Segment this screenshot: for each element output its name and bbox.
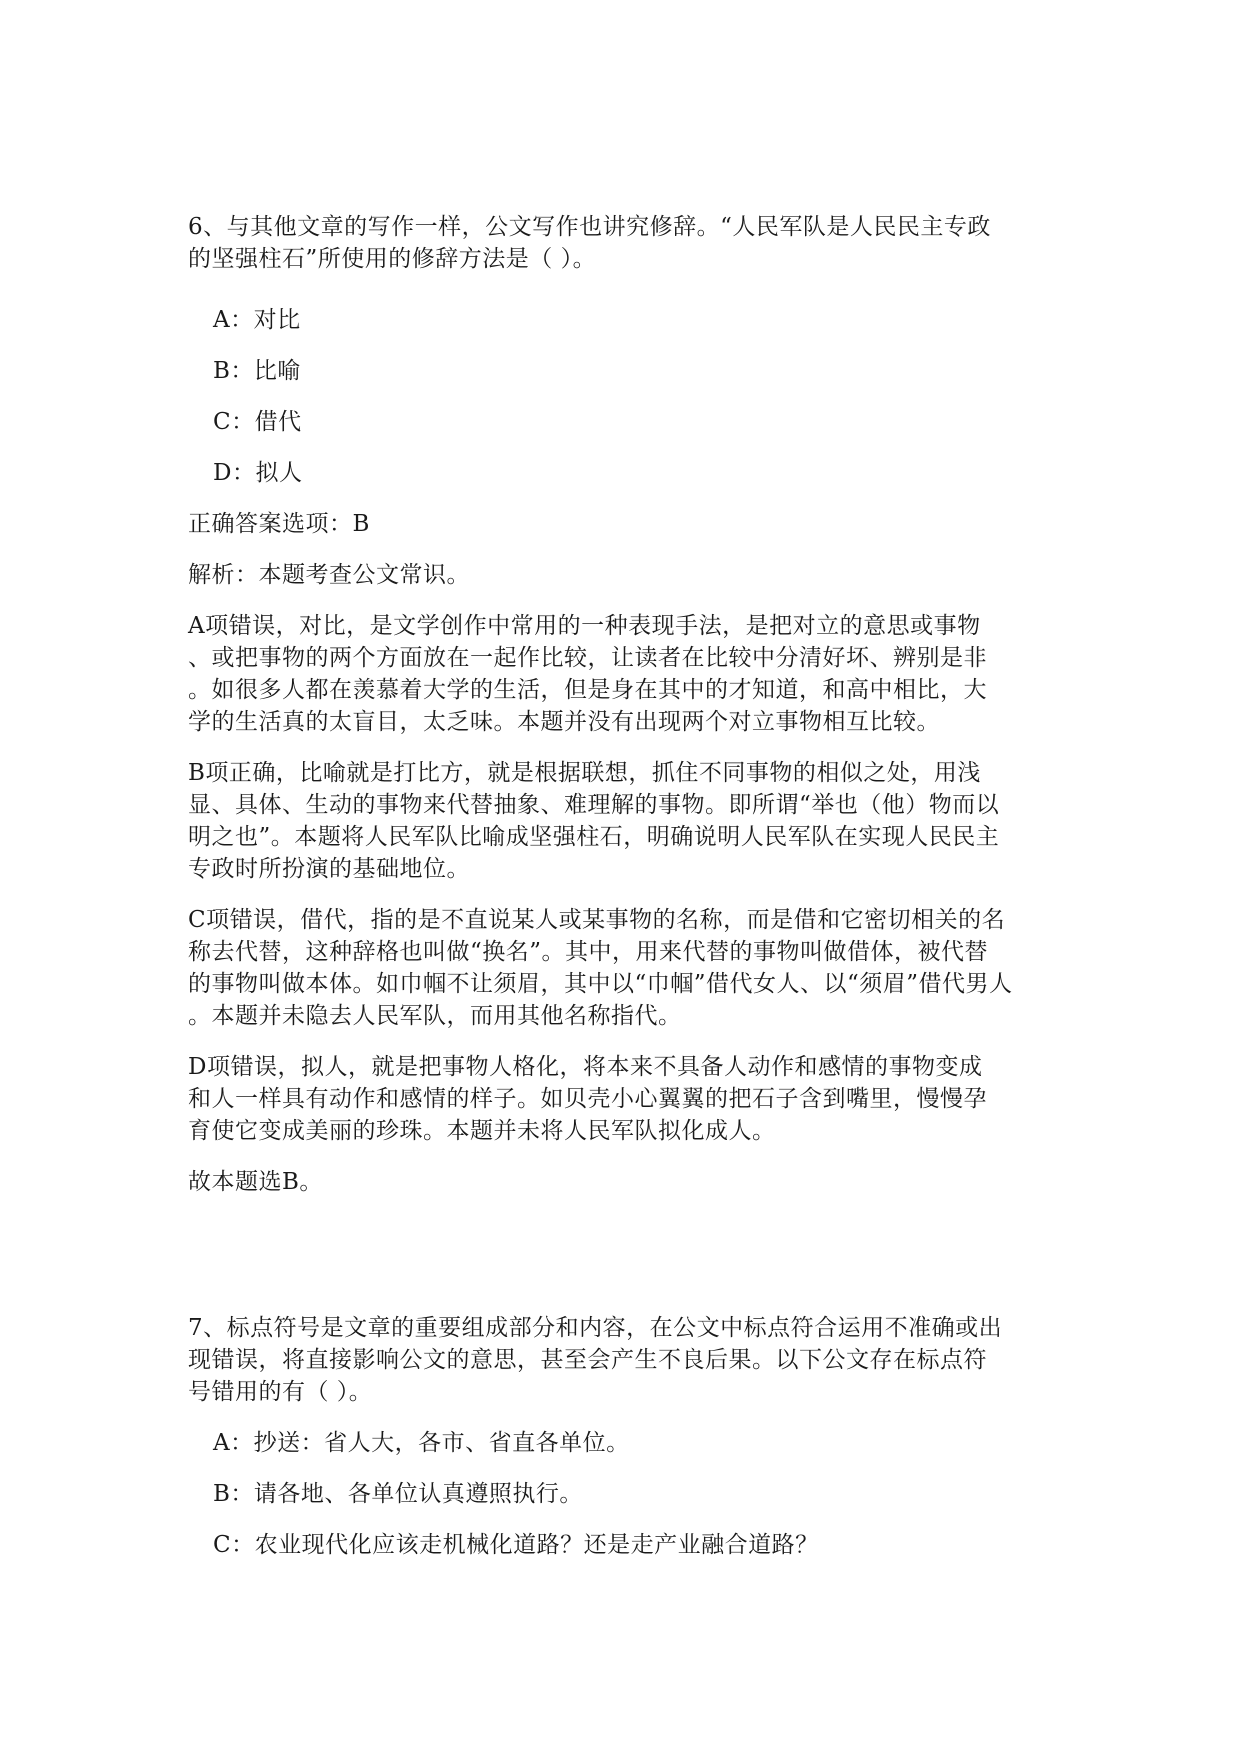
question-stem: 6、与其他文章的写作一样，公文写作也讲究修辞。“人民军队是人民民主专政 的坚强柱石”所使用的修辞方法是（ ）。	[188, 214, 991, 272]
analysis-heading: 解析：本题考查公文常识。	[188, 562, 470, 588]
analysis-paragraph-d: D项错误，拟人，就是把事物人格化，将本来不具备人动作和感情的事物变成 和人一样具有动作和感情的样子。如贝壳小心翼翼的把石子含到嘴里，慢慢孕 育使它变成美丽的珍珠。本题并未将人民军队拟化成人。	[188, 1054, 987, 1144]
option-c: C：农业现代化应该走机械化道路？还是走产业融合道路？	[213, 1532, 819, 1558]
question-stem: 7、标点符号是文章的重要组成部分和内容，在公文中标点符合运用不准确或出 现错误，将直接影响公文的意思，甚至会产生不良后果。以下公文存在标点符 号错用的有（ ）。	[188, 1315, 1003, 1405]
option-c: C：借代	[213, 409, 302, 435]
analysis-paragraph-c: C项错误，借代，指的是不直说某人或某事物的名称，而是借和它密切相关的名 称去代替，这种辞格也叫做“换名”。其中，用来代替的事物叫做借体，被代替 的事物叫做本体。如巾帼不让须眉，其中以“巾帼”借代女人、以“须眉”借代男人 。本题并未隐去人民军队，而用其他名称指代。	[188, 907, 1013, 1029]
question-6	[188, 211, 1058, 1198]
correct-answer: 正确答案选项：B	[188, 511, 370, 537]
option-b: B：比喻	[213, 358, 301, 384]
option-b: B：请各地、各单位认真遵照执行。	[213, 1481, 583, 1507]
option-a: A：对比	[213, 307, 301, 333]
conclusion: 故本题选B。	[188, 1169, 323, 1195]
option-d: D：拟人	[213, 460, 303, 486]
option-a: A：抄送：省人大，各市、省直各单位。	[213, 1430, 630, 1456]
analysis-paragraph-a: A项错误，对比，是文学创作中常用的一种表现手法，是把对立的意思或事物 、或把事物的两个方面放在一起作比较，让读者在比较中分清好坏、辨别是非 。如很多人都在羡慕着大学的生活，但是身在其中的才知道，和高中相比，大 学的生活真的太盲目，太乏味。本题并没有出现两个对立事物相互比较。	[188, 613, 987, 735]
question-7	[188, 1312, 1058, 1561]
analysis-paragraph-b: B项正确，比喻就是打比方，就是根据联想，抓住不同事物的相似之处，用浅 显、具体、生动的事物来代替抽象、难理解的事物。即所谓“举也（他）物而以 明之也”。本题将人民军队比喻成坚强柱石，明确说明人民军队在实现人民民主 专政时所扮演的基础地位。	[188, 760, 1000, 882]
